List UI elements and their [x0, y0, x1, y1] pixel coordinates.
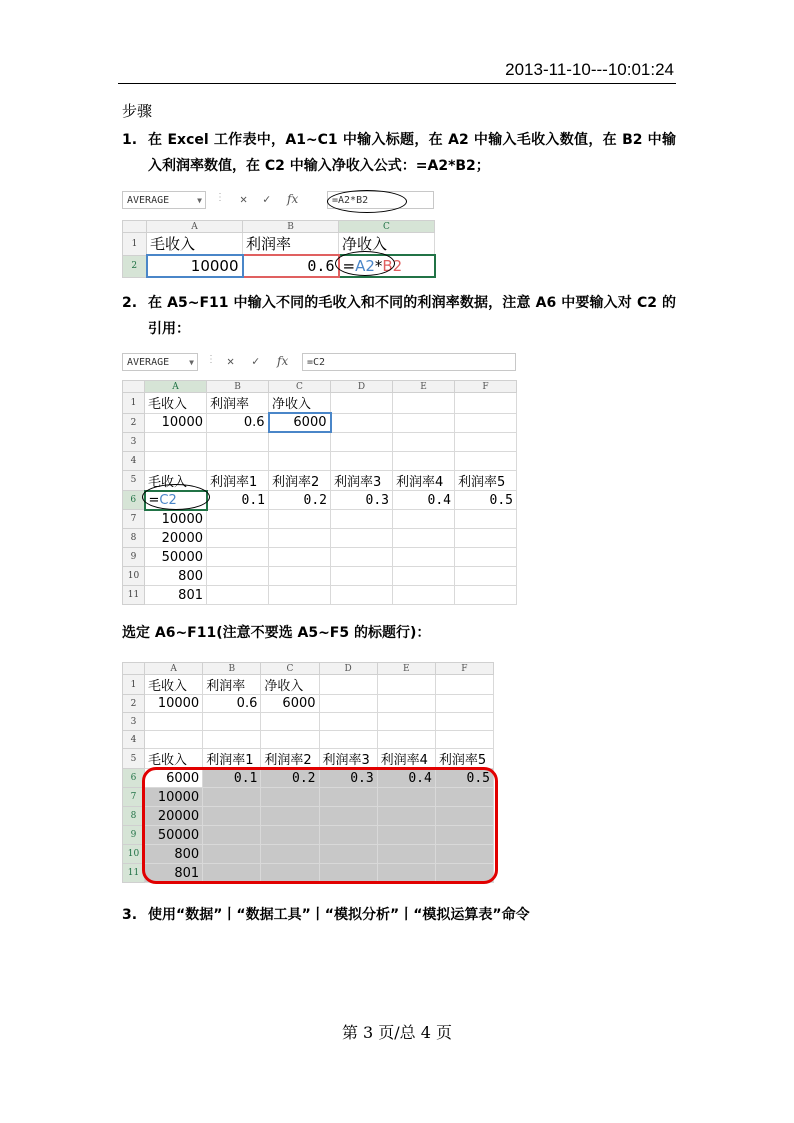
- cell[interactable]: [207, 451, 269, 470]
- cell[interactable]: 利润率3: [319, 749, 377, 769]
- cell[interactable]: 10000: [145, 510, 207, 529]
- name-box-value: AVERAGE: [127, 357, 170, 368]
- cell[interactable]: [269, 567, 331, 586]
- cell[interactable]: 毛收入: [145, 749, 203, 769]
- cell[interactable]: 0.5: [455, 491, 517, 510]
- cell[interactable]: [455, 510, 517, 529]
- name-box[interactable]: [122, 353, 198, 371]
- cell[interactable]: [269, 586, 331, 605]
- cell[interactable]: 毛收入: [145, 393, 207, 414]
- cell[interactable]: 0.1: [203, 769, 261, 788]
- cell[interactable]: [207, 586, 269, 605]
- col-header[interactable]: D: [319, 663, 377, 675]
- cell[interactable]: [455, 567, 517, 586]
- cell[interactable]: 0.5: [435, 769, 493, 788]
- cell[interactable]: 0.3: [319, 769, 377, 788]
- formula-text: =A2*B2: [332, 195, 369, 206]
- cell[interactable]: [435, 713, 493, 731]
- formula-bar: [122, 352, 516, 372]
- section-heading: 步骤: [122, 102, 153, 120]
- cell[interactable]: 0.6: [207, 413, 269, 432]
- check-icon[interactable]: ✓: [252, 354, 260, 368]
- col-header[interactable]: C: [261, 663, 319, 675]
- cell[interactable]: [455, 529, 517, 548]
- row-header[interactable]: 9: [123, 826, 145, 845]
- separator-icon: ⋮: [206, 354, 216, 365]
- cell[interactable]: [377, 695, 435, 713]
- cell[interactable]: [455, 432, 517, 451]
- cell[interactable]: 10000: [145, 413, 207, 432]
- header-rule: [118, 83, 676, 84]
- cell[interactable]: [145, 731, 203, 749]
- col-header[interactable]: F: [455, 381, 517, 393]
- row-header[interactable]: 2: [123, 695, 145, 713]
- row-header[interactable]: 1: [123, 393, 145, 414]
- cell[interactable]: [377, 731, 435, 749]
- col-header[interactable]: E: [393, 381, 455, 393]
- cell[interactable]: 利润率4: [393, 470, 455, 491]
- cell[interactable]: 利润率3: [331, 470, 393, 491]
- col-header[interactable]: A: [145, 381, 207, 393]
- cell[interactable]: 0.4: [393, 491, 455, 510]
- function-icon[interactable]: fx: [277, 354, 289, 368]
- cell[interactable]: 50000: [145, 548, 207, 567]
- selection-highlight: [142, 767, 498, 884]
- formula-op: *: [374, 257, 383, 275]
- row-header[interactable]: 1: [123, 675, 145, 695]
- formula-ref-a2: A2: [355, 257, 375, 275]
- excel-snippet-3: [122, 662, 498, 884]
- step-2-text: 在 A5~F11 中输入不同的毛收入和不同的利润率数据，注意 A6 中要输入对 C2 的引用：: [148, 295, 676, 337]
- close-icon[interactable]: ✕: [240, 192, 248, 206]
- cell[interactable]: [145, 451, 207, 470]
- cell[interactable]: [207, 510, 269, 529]
- cell[interactable]: 0.2: [269, 491, 331, 510]
- cell[interactable]: [455, 393, 517, 414]
- cell[interactable]: [455, 548, 517, 567]
- function-icon[interactable]: fx: [287, 192, 299, 206]
- cell[interactable]: 6000: [269, 413, 331, 432]
- row-header[interactable]: 11: [123, 864, 145, 883]
- cell[interactable]: 801: [145, 586, 207, 605]
- formula-text: =C2: [307, 357, 326, 368]
- step-3-text: 使用“数据”丨“数据工具”丨“模拟分析”丨“模拟运算表”命令: [148, 907, 530, 923]
- row-header[interactable]: 11: [123, 586, 145, 605]
- step-1-text: 在 Excel 工作表中，A1~C1 中输入标题，在 A2 中输入毛收入数值，在 B2 中输入利润率数值，在 C2 中输入净收入公式：=A2*B2；: [148, 132, 676, 174]
- cell[interactable]: [435, 675, 493, 695]
- cell[interactable]: [455, 413, 517, 432]
- cell[interactable]: [377, 713, 435, 731]
- cell[interactable]: [269, 451, 331, 470]
- chevron-down-icon[interactable]: ▼: [189, 358, 194, 367]
- row-header[interactable]: 3: [123, 713, 145, 731]
- row-header[interactable]: 7: [123, 788, 145, 807]
- col-header[interactable]: D: [331, 381, 393, 393]
- cell[interactable]: 净收入: [261, 675, 319, 695]
- selection-note: 选定 A6~F11(注意不要选 A5~F5 的标题行)：: [122, 625, 431, 641]
- cell[interactable]: 20000: [145, 807, 203, 826]
- row-header[interactable]: 5: [123, 470, 145, 491]
- col-header[interactable]: C: [269, 381, 331, 393]
- cell[interactable]: [393, 451, 455, 470]
- row-header[interactable]: 2: [123, 413, 145, 432]
- cell[interactable]: [331, 451, 393, 470]
- cell[interactable]: 6000: [261, 695, 319, 713]
- cell[interactable]: [145, 432, 207, 451]
- cell[interactable]: 利润率: [207, 393, 269, 414]
- cell[interactable]: 利润率2: [261, 749, 319, 769]
- cell[interactable]: 毛收入: [145, 675, 203, 695]
- step-2-number: 2.: [122, 295, 138, 311]
- row-header[interactable]: 10: [123, 845, 145, 864]
- cell[interactable]: [261, 731, 319, 749]
- cell[interactable]: [269, 432, 331, 451]
- cell[interactable]: 利润率5: [435, 749, 493, 769]
- row-header[interactable]: 2: [123, 255, 147, 277]
- cell[interactable]: [261, 713, 319, 731]
- row-header[interactable]: 4: [123, 451, 145, 470]
- col-header[interactable]: A: [147, 221, 243, 233]
- page-footer: 第 3 页/总 4 页: [341, 1023, 453, 1042]
- cell[interactable]: [207, 432, 269, 451]
- row-header[interactable]: 10: [123, 567, 145, 586]
- row-header[interactable]: 1: [123, 233, 147, 256]
- cell[interactable]: [269, 548, 331, 567]
- separator-icon: ⋮: [215, 192, 225, 203]
- formula-ref-c2: C2: [159, 492, 177, 508]
- cell[interactable]: 20000: [145, 529, 207, 548]
- corner-cell[interactable]: [123, 221, 147, 233]
- excel-snippet-2: [122, 352, 516, 608]
- cell[interactable]: [319, 695, 377, 713]
- formula-eq: =: [148, 492, 160, 508]
- corner-cell[interactable]: [123, 381, 145, 393]
- cell-b2[interactable]: 0.6: [243, 255, 339, 277]
- cell[interactable]: [393, 413, 455, 432]
- cell[interactable]: [331, 393, 393, 414]
- check-icon[interactable]: ✓: [263, 192, 271, 206]
- cell-c1[interactable]: 净收入: [339, 233, 435, 256]
- close-icon[interactable]: ✕: [227, 354, 235, 368]
- cell[interactable]: [331, 567, 393, 586]
- cell[interactable]: 800: [145, 845, 203, 864]
- row-header[interactable]: 5: [123, 749, 145, 769]
- cell[interactable]: [269, 510, 331, 529]
- cell[interactable]: [377, 675, 435, 695]
- cell[interactable]: [393, 510, 455, 529]
- cell[interactable]: 0.4: [377, 769, 435, 788]
- cell-a2[interactable]: 10000: [147, 255, 243, 277]
- cell[interactable]: [331, 413, 393, 432]
- cell[interactable]: 801: [145, 864, 203, 883]
- row-header[interactable]: 3: [123, 432, 145, 451]
- cell[interactable]: [393, 586, 455, 605]
- cell[interactable]: 0.6: [203, 695, 261, 713]
- cell[interactable]: [331, 586, 393, 605]
- cell[interactable]: [331, 432, 393, 451]
- header-timestamp: 2013-11-10---10:01:24: [505, 60, 674, 79]
- chevron-down-icon[interactable]: ▼: [197, 196, 202, 205]
- step-1-number: 1.: [122, 132, 138, 148]
- step-2: [0, 290, 794, 344]
- cell[interactable]: 利润率1: [203, 749, 261, 769]
- cell[interactable]: [319, 731, 377, 749]
- cell[interactable]: [145, 713, 203, 731]
- cell-b1[interactable]: 利润率: [243, 233, 339, 256]
- col-header[interactable]: B: [207, 381, 269, 393]
- cell[interactable]: 0.2: [261, 769, 319, 788]
- corner-cell[interactable]: [123, 663, 145, 675]
- col-header[interactable]: E: [377, 663, 435, 675]
- cell[interactable]: 毛收入: [145, 470, 207, 491]
- cell[interactable]: [203, 731, 261, 749]
- annotation-oval: [335, 251, 395, 276]
- step-3-number: 3.: [122, 907, 138, 923]
- cell[interactable]: [455, 586, 517, 605]
- cell[interactable]: 利润率2: [269, 470, 331, 491]
- cell[interactable]: [393, 567, 455, 586]
- cell-a1[interactable]: 毛收入: [147, 233, 243, 256]
- name-box[interactable]: [122, 191, 206, 209]
- row-header[interactable]: 8: [123, 529, 145, 548]
- row-header[interactable]: 9: [123, 548, 145, 567]
- cell[interactable]: [393, 393, 455, 414]
- annotation-oval: [327, 190, 407, 213]
- cell[interactable]: [393, 432, 455, 451]
- step-3: [0, 902, 794, 930]
- name-box-value: AVERAGE: [127, 195, 170, 206]
- formula-eq: =: [342, 257, 356, 275]
- cell[interactable]: 利润率4: [377, 749, 435, 769]
- cell[interactable]: [435, 695, 493, 713]
- cell[interactable]: 10000: [145, 695, 203, 713]
- cell[interactable]: [207, 567, 269, 586]
- row-header[interactable]: 7: [123, 510, 145, 529]
- col-header[interactable]: C: [339, 221, 435, 233]
- cell[interactable]: [203, 713, 261, 731]
- excel-snippet-1: [122, 190, 434, 278]
- cell[interactable]: [331, 548, 393, 567]
- row-header[interactable]: 4: [123, 731, 145, 749]
- cell[interactable]: [435, 731, 493, 749]
- cell[interactable]: [319, 675, 377, 695]
- formula-ref-b2: B2: [382, 257, 403, 275]
- cell[interactable]: 0.3: [331, 491, 393, 510]
- col-header[interactable]: F: [435, 663, 493, 675]
- cell[interactable]: 利润率: [203, 675, 261, 695]
- cell[interactable]: [207, 529, 269, 548]
- col-header[interactable]: B: [203, 663, 261, 675]
- row-header[interactable]: 6: [123, 491, 145, 510]
- cell[interactable]: [319, 713, 377, 731]
- cell[interactable]: [269, 529, 331, 548]
- cell[interactable]: [331, 529, 393, 548]
- cell[interactable]: [455, 451, 517, 470]
- cell[interactable]: 利润率1: [207, 470, 269, 491]
- annotation-oval: [142, 484, 210, 510]
- col-header[interactable]: B: [243, 221, 339, 233]
- cell[interactable]: 0.1: [207, 491, 269, 510]
- col-header[interactable]: A: [145, 663, 203, 675]
- step-1: [0, 127, 794, 181]
- cell[interactable]: 净收入: [269, 393, 331, 414]
- cell[interactable]: 800: [145, 567, 207, 586]
- cell[interactable]: [207, 548, 269, 567]
- cell[interactable]: 10000: [145, 788, 203, 807]
- cell[interactable]: 6000: [145, 769, 203, 788]
- formula-input[interactable]: [302, 353, 516, 371]
- cell[interactable]: [393, 529, 455, 548]
- cell[interactable]: [393, 548, 455, 567]
- row-header[interactable]: 6: [123, 769, 145, 788]
- row-header[interactable]: 8: [123, 807, 145, 826]
- cell[interactable]: 利润率5: [455, 470, 517, 491]
- cell[interactable]: [331, 510, 393, 529]
- cell[interactable]: 50000: [145, 826, 203, 845]
